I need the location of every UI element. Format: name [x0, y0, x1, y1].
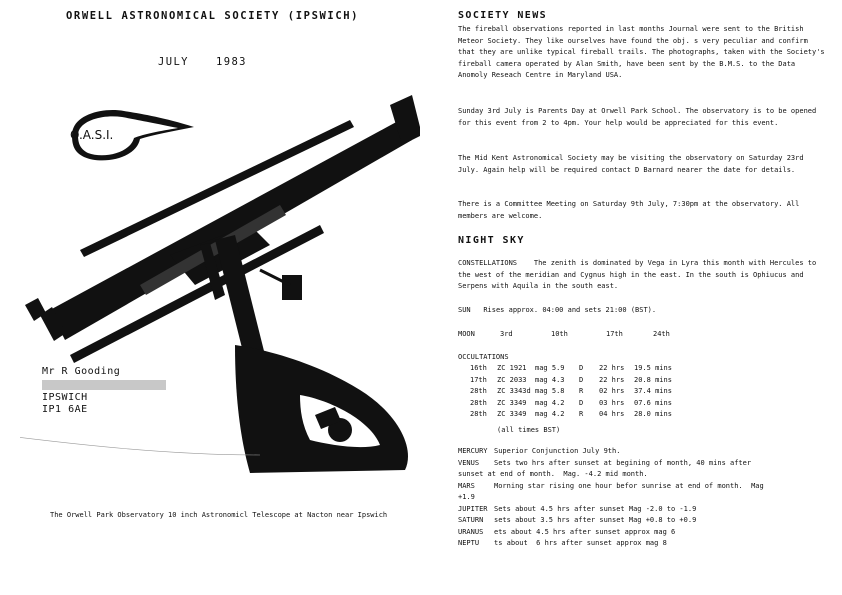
constellations-text: The zenith is dominated by Vega in Lyra this month with Hercules to the west of the meridian and Cygnus high in the east. In the south is Ophiucus and Serpens with Aquila in the south east. [458, 259, 817, 290]
occ-minutes: 28.0 mins [634, 410, 672, 418]
occ-mag: mag 4.2 [535, 410, 565, 418]
address-redaction [42, 380, 166, 390]
occ-day: 28th [470, 410, 487, 418]
planet-text: ets about 4.5 hrs after sunset approx mag 6 [494, 527, 676, 536]
occ-hours: 22 hrs [599, 375, 625, 384]
issue-year: 1983 [216, 56, 247, 68]
occ-star: ZC 3349 [497, 410, 527, 418]
news-paragraph-1: The fireball observations reported in last months Journal were sent to the British Meteor Society. They like ourselves have found the obj. s very peculiar and confirm that they are unlike typical fireball trails. The photographs, taken with the Society's fireball camera operated by Alan Smith, have been sent by the B.M.S. to the Data Anomoly Reseach Centre in Maryland USA. [458, 25, 825, 79]
newsletter-title: ORWELL ASTRONOMICAL SOCIETY (IPSWICH) [66, 10, 360, 22]
occ-day: 28th [470, 398, 487, 407]
occ-type: R [579, 387, 584, 395]
occ-mag: mag 5.9 [535, 364, 565, 372]
moon-phase-4: 24th [653, 330, 670, 338]
occ-star: ZC 2033 [497, 375, 527, 384]
occ-type: D [579, 375, 584, 384]
photo-caption: The Orwell Park Observatory 10 inch Astronomicl Telescope at Nacton near Ipswich [50, 511, 388, 519]
planet-name: MERCURY [458, 447, 488, 455]
occ-hours: 02 hrs [599, 387, 625, 395]
planet-text: sets about 3.5 hrs after sunset Mag +0.8 to +0.9 [494, 516, 697, 524]
issue-month: JULY [158, 56, 189, 68]
occultations-note: (all times BST) [497, 426, 561, 434]
constellations-label: CONSTELLATIONS [458, 259, 518, 267]
planet-text: Sets two hrs after sunset at begining of month, 40 mins after [494, 458, 752, 467]
address-postcode: IP1 6AE [42, 404, 88, 415]
occ-mag: mag 4.2 [535, 398, 565, 407]
address-name: Mr R Gooding [42, 366, 121, 377]
society-news-heading: SOCIETY NEWS [458, 10, 548, 21]
sun-text: Rises approx. 04:00 and sets 21:00 (BST). [483, 306, 657, 314]
news-paragraph-2: Sunday 3rd July is Parents Day at Orwell Park School. The observatory is to be opened for this event from 2 to 4pm. Your help would be appreciated for this event. [458, 107, 817, 127]
sun-section [458, 305, 828, 317]
occ-minutes: 37.4 mins [634, 387, 672, 395]
planet-text: Morning star rising one hour befor sunrise at end of month. Mag [494, 481, 764, 490]
moon-phase-2: 10th [551, 330, 568, 338]
occ-type: D [579, 398, 584, 407]
occ-star: ZC 3343d [497, 387, 531, 395]
occ-star: ZC 3349 [497, 398, 527, 407]
moon-phase-1: 3rd [500, 330, 513, 338]
occ-day: 28th [470, 387, 487, 395]
occ-hours: 03 hrs [599, 398, 625, 407]
occ-hours: 04 hrs [599, 410, 625, 418]
telescope-illustration [20, 95, 420, 475]
news-paragraph-4: There is a Committee Meeting on Saturday 9th July, 7:30pm at the observatory. All members are welcome. [458, 200, 800, 220]
planet-name: URANUS [458, 527, 484, 536]
planet-name: SATURN [458, 516, 484, 524]
planet-text: ts about 6 hrs after sunset approx mag 8 [494, 539, 667, 547]
oasi-logo-text: O.A.S.I. [70, 128, 114, 142]
planet-text: +1.9 [458, 493, 475, 501]
constellations-section [458, 258, 828, 293]
moon-label: MOON [458, 330, 475, 338]
address-town: IPSWICH [42, 392, 88, 403]
occ-day: 16th [470, 364, 487, 372]
planet-name: VENUS [458, 458, 480, 467]
occ-minutes: 20.8 mins [634, 375, 672, 384]
occ-star: ZC 1921 [497, 364, 527, 372]
occ-day: 17th [470, 375, 487, 384]
occ-mag: mag 5.8 [535, 387, 565, 395]
planet-text: Superior Conjunction July 9th. [494, 447, 621, 455]
planet-name: NEPTU [458, 539, 480, 547]
moon-phase-3: 17th [606, 330, 623, 338]
occ-type: R [579, 410, 584, 418]
occ-minutes: 07.6 mins [634, 398, 672, 407]
occultations-label: OCCULTATIONS [458, 353, 509, 361]
night-sky-heading: NIGHT SKY [458, 235, 525, 246]
news-paragraph-3: The Mid Kent Astronomical Society may be visiting the observatory on Saturday 23rd July. Again help will be required contact D Barnard nearer the date for details. [458, 154, 804, 174]
sun-label: SUN [458, 306, 471, 314]
planet-text: sunset at end of month. Mag. -4.2 mid month. [458, 470, 648, 478]
planet-name: JUPITER [458, 504, 488, 513]
occ-type: D [579, 364, 584, 372]
planet-text: Sets about 4.5 hrs after sunset Mag -2.0 to -1.9 [494, 504, 697, 513]
occ-hours: 22 hrs [599, 364, 625, 372]
occ-minutes: 19.5 mins [634, 364, 672, 372]
occ-mag: mag 4.3 [535, 375, 565, 384]
planet-name: MARS [458, 481, 475, 490]
